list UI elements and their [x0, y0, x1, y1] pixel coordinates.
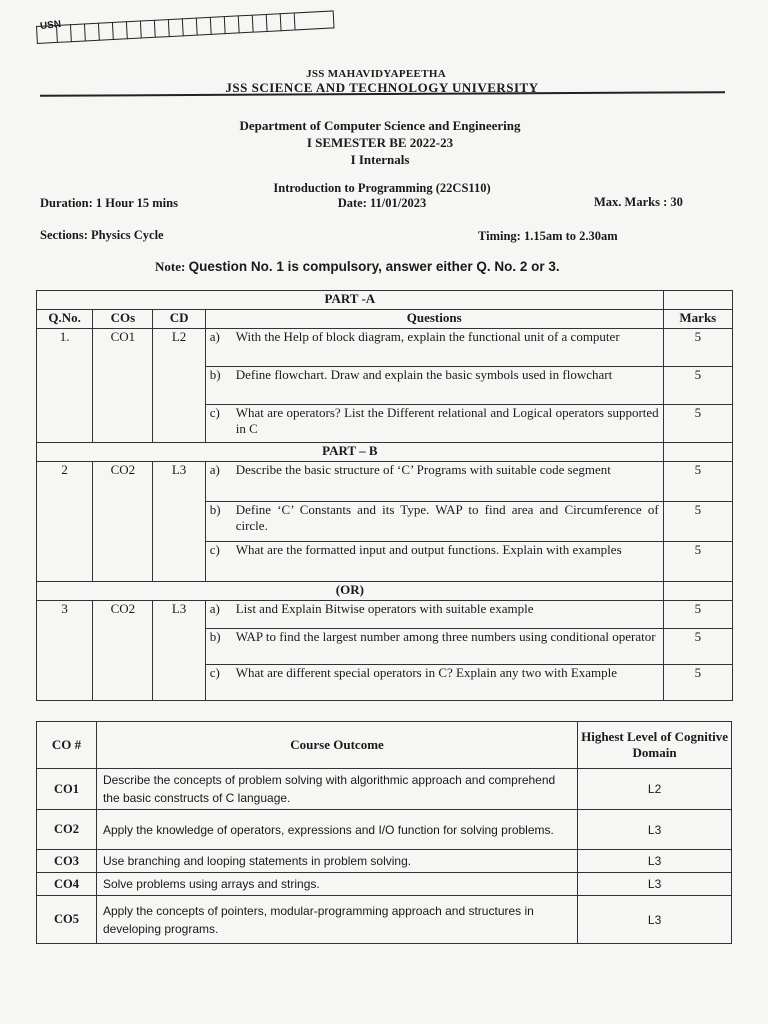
co-level: L2 [578, 769, 732, 810]
org-name: JSS MAHAVIDYAPEETHA [306, 68, 446, 80]
course-outcome-table [36, 721, 732, 944]
q1c-text: What are operators? List the Different relational and Logical operators supported in C [235, 405, 659, 436]
q2c-text: What are the formatted input and output functions. Explain with examples [235, 542, 622, 557]
q3c-label: c) [209, 665, 220, 680]
co-header: CO # [37, 722, 97, 769]
co-outcome: Apply the knowledge of operators, expressions and I/O function for solving problems. [96, 810, 577, 850]
q1a-marks: 5 [663, 329, 732, 367]
q2a-text: Describe the basic structure of ‘C’ Programs with suitable code segment [235, 462, 611, 477]
col-marks: Marks [663, 310, 732, 329]
usn-box [154, 19, 169, 38]
q3a-label: a) [209, 601, 220, 616]
q3-number: 3 [37, 601, 93, 701]
q3c-text: What are different special operators in C? Explain any two with Example [235, 665, 618, 680]
usn-label: USN [39, 18, 62, 33]
note-text: Question No. 1 is compulsory, answer either Q. No. 2 or 3. [188, 259, 560, 274]
table-row [37, 850, 732, 873]
q2-co: CO2 [93, 462, 153, 582]
co-outcome: Use branching and looping statements in problem solving. [96, 850, 577, 873]
q2c-marks: 5 [663, 542, 732, 582]
usn-box [84, 23, 99, 42]
col-cos: COs [93, 310, 153, 329]
semester: I SEMESTER BE 2022-23 [306, 135, 454, 150]
usn-box [70, 23, 85, 42]
usn-box [36, 25, 57, 44]
q2c-label: c) [209, 542, 220, 557]
usn-box [98, 22, 113, 41]
university-name: JSS SCIENCE AND TECHNOLOGY UNIVERSITY [225, 80, 539, 95]
exam-name: I Internals [350, 152, 410, 167]
department: Department of Computer Science and Engineering [239, 118, 521, 133]
q1-cd: L2 [153, 329, 205, 443]
sections: Sections: Physics Cycle [40, 228, 164, 242]
exam-date: Date: 11/01/2023 [337, 196, 427, 210]
usn-box [294, 10, 335, 30]
co-level: L3 [578, 850, 732, 873]
level-header: Highest Level of Cognitive Domain [578, 722, 732, 769]
q1b-label: b) [209, 367, 221, 382]
q2b-text: Define ‘C’ Constants and its Type. WAP to find area and Circumference of circle. [235, 502, 659, 533]
usn-box [196, 17, 211, 36]
duration: Duration: 1 Hour 15 mins [40, 196, 178, 210]
usn-box [224, 15, 239, 34]
co-id: CO1 [37, 769, 97, 810]
table-row [37, 462, 733, 502]
q1b-text: Define flowchart. Draw and explain the basic symbols used in flowchart [235, 367, 613, 382]
q2a-marks: 5 [663, 462, 732, 502]
co-id: CO3 [37, 850, 97, 873]
table-row [37, 769, 732, 810]
q1a-label: a) [209, 329, 220, 344]
usn-box [280, 12, 295, 31]
q1b-marks: 5 [663, 367, 732, 405]
q3b-marks: 5 [663, 629, 732, 665]
q2b-label: b) [209, 502, 221, 517]
usn-box [140, 20, 155, 39]
q3b-label: b) [209, 629, 221, 644]
note-prefix: Note: [155, 259, 186, 274]
usn-box [266, 13, 281, 32]
q2-cd: L3 [153, 462, 205, 582]
usn-box [210, 16, 225, 35]
q3c-marks: 5 [663, 665, 732, 701]
exam-info [0, 117, 764, 168]
co-id: CO5 [37, 896, 97, 944]
usn-box [238, 15, 253, 34]
col-cd: CD [153, 310, 205, 329]
table-row [37, 329, 733, 367]
q3-cd: L3 [153, 601, 205, 701]
co-level: L3 [578, 896, 732, 944]
col-questions: Questions [205, 310, 663, 329]
max-marks: Max. Marks : 30 [594, 195, 683, 209]
q3-co: CO2 [93, 601, 153, 701]
usn-box [112, 21, 127, 40]
usn-boxes [36, 10, 335, 44]
timing: Timing: 1.15am to 2.30am [478, 229, 618, 243]
co-outcome: Solve problems using arrays and strings. [96, 873, 577, 896]
q1-co: CO1 [93, 329, 153, 443]
q1c-label: c) [209, 405, 220, 420]
q3a-text: List and Explain Bitwise operators with suitable example [235, 601, 534, 616]
usn-box [168, 18, 183, 37]
co-outcome: Apply the concepts of pointers, modular-programming approach and structures in developing programs. [96, 896, 577, 944]
q3a-marks: 5 [663, 601, 732, 629]
part-a-heading: PART -A [37, 291, 664, 310]
q2-number: 2 [37, 462, 93, 582]
q1a-text: With the Help of block diagram, explain the functional unit of a computer [235, 329, 620, 344]
subject: Introduction to Programming (22CS110) [273, 181, 491, 195]
usn-box [56, 24, 71, 43]
col-qno: Q.No. [37, 310, 93, 329]
q2a-label: a) [209, 462, 220, 477]
table-row [37, 810, 732, 850]
table-row [37, 601, 733, 629]
part-b-heading: PART – B [37, 443, 664, 462]
questions-table [36, 290, 733, 701]
usn-box [126, 21, 141, 40]
q1c-marks: 5 [663, 405, 732, 443]
table-row [37, 873, 732, 896]
outcome-header: Course Outcome [96, 722, 577, 769]
table-row [37, 896, 732, 944]
q3b-text: WAP to find the largest number among three numbers using conditional operator [235, 629, 656, 644]
q1-number: 1. [37, 329, 93, 443]
or-heading: (OR) [37, 582, 664, 601]
note [155, 259, 560, 275]
co-id: CO4 [37, 873, 97, 896]
co-outcome: Describe the concepts of problem solving with algorithmic approach and comprehend the basic constructs of C language. [96, 769, 577, 810]
co-id: CO2 [37, 810, 97, 850]
usn-box [252, 14, 267, 33]
co-level: L3 [578, 873, 732, 896]
q2b-marks: 5 [663, 502, 732, 542]
co-level: L3 [578, 810, 732, 850]
usn-box [182, 18, 197, 37]
